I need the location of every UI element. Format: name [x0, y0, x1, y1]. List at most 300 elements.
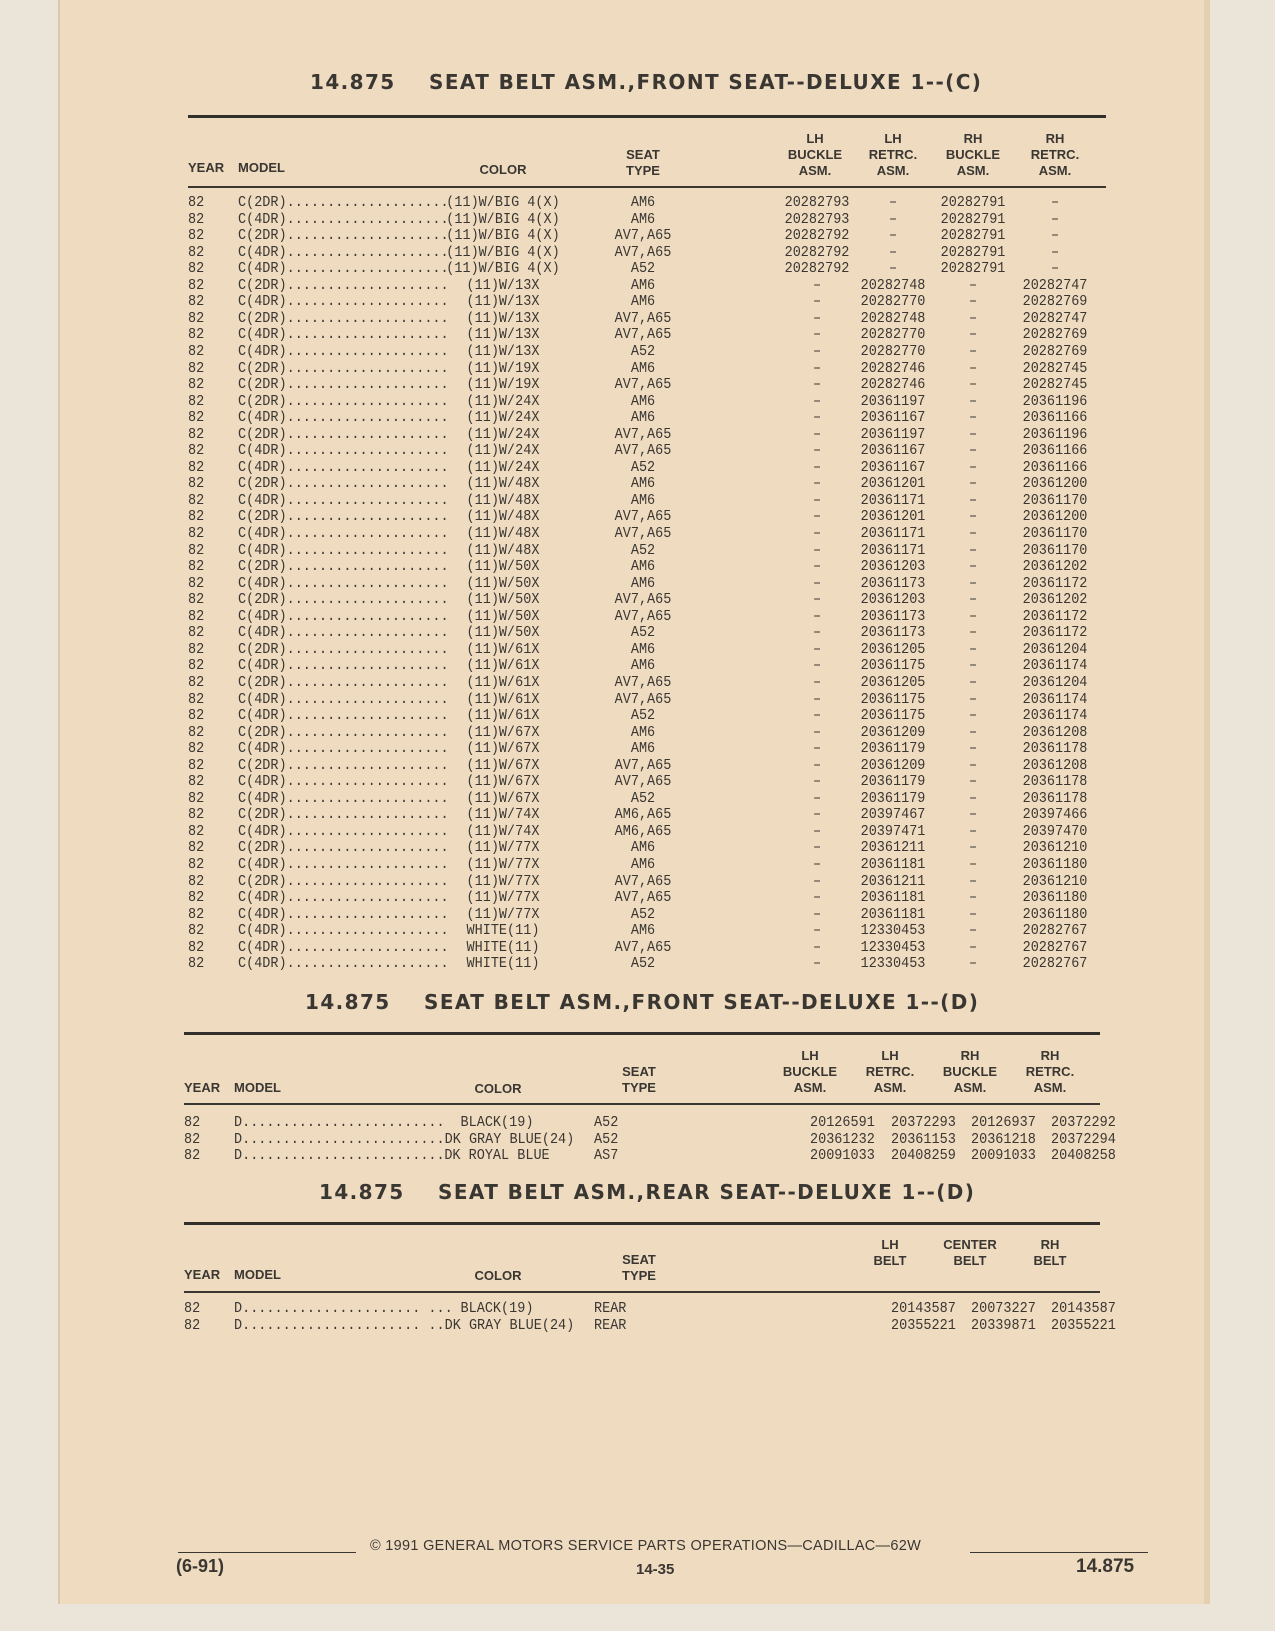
- cell-rh-retrc: –: [1050, 195, 1060, 212]
- cell-rh-belt: 20143587: [1051, 1301, 1116, 1318]
- cell-model: C(4DR)....................: [238, 791, 449, 808]
- cell-lh-retrc: 20282770: [860, 344, 926, 361]
- cell-model: D...................... ..DK GRAY BLUE(24): [234, 1318, 575, 1334]
- cell-rh-buckle: –: [968, 509, 978, 526]
- cell-model: C(4DR)....................: [238, 443, 449, 460]
- section-d-rear-header-rule: [184, 1291, 1100, 1293]
- cell-color: (11)W/24X: [466, 427, 540, 444]
- cell-rh-retrc: 20361166: [1022, 443, 1088, 460]
- cell-lh-buckle: –: [812, 344, 822, 361]
- cell-color: (11)W/13X: [466, 294, 540, 311]
- cell-lh-buckle: –: [812, 394, 822, 411]
- cell-model: C(4DR)....................: [238, 940, 449, 957]
- table-row: [58, 262, 1210, 279]
- cell-rh-buckle: –: [968, 824, 978, 841]
- header-rh-retrc: RH RETRC. ASM.: [1025, 1048, 1075, 1095]
- header-year: YEAR: [188, 160, 225, 175]
- cell-lh-buckle: –: [812, 741, 822, 758]
- header-rh-belt: RH BELT: [1033, 1237, 1067, 1268]
- table-row: [58, 378, 1210, 395]
- section-d-rear-title: 14.875 SEAT BELT ASM.,REAR SEAT--DELUXE 1--(D): [319, 1180, 976, 1204]
- table-row: [58, 411, 1210, 428]
- cell-lh-retrc: 20361203: [860, 559, 926, 576]
- cell-lh-buckle: 20282793: [784, 195, 850, 212]
- cell-year: 82: [184, 1301, 201, 1318]
- cell-model: C(4DR)....................: [238, 261, 449, 278]
- cell-seat-type: AV7,A65: [614, 774, 672, 791]
- cell-rh-buckle: 20282791: [940, 261, 1006, 278]
- cell-lh-buckle: –: [812, 758, 822, 775]
- cell-seat-type: AM6: [630, 840, 656, 857]
- cell-seat-type: REAR: [594, 1301, 627, 1318]
- table-row: [58, 609, 1210, 626]
- cell-color: (11)W/BIG 4(X): [446, 245, 560, 262]
- cell-lh-buckle: –: [812, 774, 822, 791]
- cell-model: C(2DR)....................: [238, 377, 449, 394]
- cell-lh-retrc: 20361173: [860, 625, 926, 642]
- cell-rh-retrc: 20361208: [1022, 725, 1088, 742]
- cell-lh-buckle: –: [812, 890, 822, 907]
- section-d-front-top-rule: [184, 1032, 1100, 1035]
- cell-year: 82: [188, 278, 205, 295]
- cell-color: (11)W/77X: [466, 857, 540, 874]
- cell-model: C(2DR)....................: [238, 195, 449, 212]
- cell-seat-type: AV7,A65: [614, 377, 672, 394]
- cell-rh-retrc: 20408258: [1051, 1148, 1116, 1165]
- cell-lh-buckle: –: [812, 791, 822, 808]
- cell-color: (11)W/77X: [466, 874, 540, 890]
- cell-color: (11)W/13X: [466, 344, 540, 361]
- catalog-page: [58, 0, 1210, 1604]
- cell-model: C(2DR)....................: [238, 675, 449, 692]
- cell-seat-type: AV7,A65: [614, 675, 672, 692]
- table-row: [58, 196, 1210, 213]
- cell-lh-buckle: –: [812, 377, 822, 394]
- cell-model: C(2DR)....................: [238, 361, 449, 377]
- table-row: [58, 824, 1210, 841]
- cell-model: C(2DR)....................: [238, 476, 449, 493]
- table-row: [58, 328, 1210, 345]
- cell-model: C(4DR)....................: [238, 741, 449, 758]
- header-model: MODEL: [234, 1080, 281, 1095]
- cell-lh-buckle: –: [812, 526, 822, 543]
- table-row: [58, 775, 1210, 792]
- cell-seat-type: AV7,A65: [614, 890, 672, 907]
- cell-rh-buckle: –: [968, 427, 978, 444]
- cell-rh-retrc: 20282769: [1022, 327, 1088, 344]
- cell-model: C(2DR)....................: [238, 559, 449, 576]
- cell-model: C(4DR)....................: [238, 609, 449, 626]
- table-row: [58, 1132, 1210, 1149]
- cell-model: D.........................: [234, 1115, 445, 1132]
- cell-rh-buckle: –: [968, 361, 978, 377]
- cell-model: D.........................DK GRAY BLUE(24): [234, 1132, 575, 1148]
- cell-lh-retrc: 20361179: [860, 741, 926, 758]
- cell-seat-type: AV7,A65: [614, 311, 672, 328]
- cell-color: (11)W/61X: [466, 708, 540, 725]
- cell-rh-buckle: –: [968, 294, 978, 311]
- table-row: [58, 543, 1210, 560]
- section-d-front-title: 14.875 SEAT BELT ASM.,FRONT SEAT--DELUXE 1--(D): [305, 990, 980, 1014]
- cell-color: (11)W/BIG 4(X): [446, 228, 560, 245]
- cell-lh-buckle: –: [812, 658, 822, 675]
- cell-lh-buckle: –: [812, 956, 822, 973]
- cell-year: 82: [184, 1318, 201, 1334]
- cell-rh-buckle: –: [968, 592, 978, 609]
- cell-model: C(2DR)....................: [238, 725, 449, 742]
- cell-rh-retrc: 20372292: [1051, 1115, 1116, 1132]
- cell-year: 82: [184, 1148, 201, 1165]
- cell-year: 82: [188, 592, 205, 609]
- cell-year: 82: [188, 212, 205, 228]
- cell-color: (11)W/24X: [466, 443, 540, 460]
- cell-year: 82: [188, 741, 205, 758]
- cell-model: C(2DR)....................: [238, 278, 449, 295]
- cell-rh-retrc: 20361202: [1022, 592, 1088, 609]
- cell-year: 82: [188, 907, 205, 924]
- cell-rh-buckle: –: [968, 692, 978, 708]
- cell-lh-buckle: –: [812, 559, 822, 576]
- cell-year: 82: [188, 874, 205, 890]
- footer-section-number: 14.875: [1076, 1556, 1135, 1577]
- cell-seat-type: AS7: [594, 1148, 619, 1165]
- cell-lh-retrc: 20361153: [891, 1132, 956, 1148]
- cell-color: WHITE(11): [466, 956, 540, 973]
- cell-lh-retrc: 20361173: [860, 576, 926, 593]
- table-row: [58, 229, 1210, 246]
- cell-lh-retrc: 20282746: [860, 361, 926, 377]
- cell-rh-retrc: 20361174: [1022, 692, 1088, 708]
- cell-rh-buckle: –: [968, 559, 978, 576]
- table-row: [58, 742, 1210, 759]
- cell-seat-type: AV7,A65: [614, 443, 672, 460]
- cell-color: BLACK(19): [460, 1115, 534, 1132]
- cell-rh-retrc: 20361174: [1022, 658, 1088, 675]
- cell-seat-type: A52: [630, 344, 656, 361]
- cell-rh-buckle: –: [968, 609, 978, 626]
- cell-model: C(2DR)....................: [238, 228, 449, 245]
- cell-lh-retrc: 20361175: [860, 658, 926, 675]
- header-year: YEAR: [184, 1267, 221, 1282]
- cell-color: DK ROYAL BLUE: [444, 1148, 550, 1165]
- cell-model: C(4DR)....................: [238, 907, 449, 924]
- cell-rh-retrc: 20282767: [1022, 956, 1088, 973]
- table-row: [58, 593, 1210, 610]
- cell-model: C(4DR)....................: [238, 857, 449, 874]
- cell-seat-type: AM6: [630, 476, 656, 493]
- header-lh-belt: LH BELT: [873, 1237, 907, 1268]
- table-row: [58, 311, 1210, 328]
- cell-model: C(4DR)....................: [238, 708, 449, 725]
- table-row: [58, 1116, 1210, 1133]
- cell-rh-buckle: –: [968, 956, 978, 973]
- cell-rh-belt: 20355221: [1051, 1318, 1116, 1334]
- cell-year: 82: [188, 708, 205, 725]
- section-c-title: 14.875 SEAT BELT ASM.,FRONT SEAT--DELUXE 1--(C): [310, 70, 983, 94]
- cell-seat-type: AV7,A65: [614, 874, 672, 890]
- cell-lh-buckle: –: [812, 427, 822, 444]
- cell-year: 82: [188, 758, 205, 775]
- cell-lh-retrc: 20282770: [860, 327, 926, 344]
- cell-rh-buckle: –: [968, 327, 978, 344]
- cell-year: 82: [188, 311, 205, 328]
- cell-lh-buckle: –: [812, 294, 822, 311]
- cell-lh-retrc: –: [888, 261, 898, 278]
- cell-model: C(4DR)....................: [238, 956, 449, 973]
- cell-year: 82: [188, 361, 205, 377]
- cell-model: D.........................: [234, 1148, 445, 1165]
- cell-lh-retrc: 20361201: [860, 509, 926, 526]
- cell-seat-type: A52: [630, 261, 656, 278]
- cell-rh-retrc: –: [1050, 212, 1060, 228]
- cell-rh-buckle: –: [968, 543, 978, 559]
- header-model: MODEL: [234, 1267, 281, 1282]
- cell-seat-type: AV7,A65: [614, 526, 672, 543]
- cell-year: 82: [188, 625, 205, 642]
- cell-model: C(4DR)....................: [238, 692, 449, 708]
- cell-year: 82: [188, 245, 205, 262]
- cell-model: C(4DR)....................: [238, 327, 449, 344]
- cell-year: 82: [188, 526, 205, 543]
- cell-color: (11)W/77X: [466, 890, 540, 907]
- cell-color: WHITE(11): [466, 923, 540, 940]
- cell-seat-type: AV7,A65: [614, 509, 672, 526]
- cell-year: 82: [188, 460, 205, 477]
- cell-lh-retrc: 20361211: [860, 840, 926, 857]
- cell-rh-retrc: 20361208: [1022, 758, 1088, 775]
- header-year: YEAR: [184, 1080, 221, 1095]
- cell-lh-buckle: –: [812, 708, 822, 725]
- cell-lh-retrc: 20361205: [860, 642, 926, 659]
- cell-rh-retrc: 20361166: [1022, 410, 1088, 427]
- cell-lh-buckle: –: [812, 807, 822, 824]
- cell-color: (11)W/50X: [466, 625, 540, 642]
- cell-lh-retrc: 20282746: [860, 377, 926, 394]
- cell-rh-buckle: –: [968, 725, 978, 742]
- cell-seat-type: AM6: [630, 658, 656, 675]
- cell-lh-retrc: 20361167: [860, 410, 926, 427]
- cell-color: (11)W/61X: [466, 642, 540, 659]
- cell-year: 82: [188, 642, 205, 659]
- cell-lh-buckle: –: [812, 410, 822, 427]
- cell-rh-retrc: 20282767: [1022, 923, 1088, 940]
- cell-lh-buckle: 20282793: [784, 212, 850, 228]
- section-d-front-header-rule: [184, 1103, 1100, 1105]
- cell-color: (11)W/24X: [466, 460, 540, 477]
- cell-year: 82: [188, 675, 205, 692]
- cell-lh-buckle: –: [812, 460, 822, 477]
- header-rh-buckle: RH BUCKLE ASM.: [945, 131, 1001, 178]
- cell-rh-buckle: –: [968, 278, 978, 295]
- table-row: [58, 642, 1210, 659]
- cell-lh-buckle: –: [812, 642, 822, 659]
- header-rh-retrc: RH RETRC. ASM.: [1030, 131, 1080, 178]
- section-c-header-rule: [188, 186, 1106, 188]
- cell-lh-retrc: 20361197: [860, 394, 926, 411]
- cell-rh-retrc: 20361210: [1022, 840, 1088, 857]
- cell-rh-buckle: –: [968, 940, 978, 957]
- cell-lh-retrc: 20361171: [860, 526, 926, 543]
- cell-seat-type: AM6: [630, 857, 656, 874]
- cell-year: 82: [188, 609, 205, 626]
- cell-lh-buckle: –: [812, 278, 822, 295]
- cell-year: 82: [184, 1115, 201, 1132]
- table-row: [58, 709, 1210, 726]
- cell-rh-retrc: 20361166: [1022, 460, 1088, 477]
- cell-color: (11)W/77X: [466, 907, 540, 924]
- cell-color: (11)W/BIG 4(X): [446, 212, 560, 228]
- cell-year: 82: [188, 327, 205, 344]
- cell-color: (11)W/BIG 4(X): [446, 261, 560, 278]
- table-row: [58, 344, 1210, 361]
- cell-seat-type: AM6: [630, 576, 656, 593]
- cell-lh-retrc: 20361205: [860, 675, 926, 692]
- cell-year: 82: [188, 195, 205, 212]
- cell-lh-retrc: 20372293: [891, 1115, 956, 1132]
- cell-year: 82: [188, 294, 205, 311]
- cell-lh-retrc: 20361179: [860, 774, 926, 791]
- table-row: [58, 1149, 1210, 1166]
- cell-rh-buckle: –: [968, 741, 978, 758]
- cell-color: (11)W/BIG 4(X): [446, 195, 560, 212]
- cell-seat-type: AM6: [630, 294, 656, 311]
- cell-lh-belt: 20143587: [891, 1301, 956, 1318]
- cell-rh-buckle: –: [968, 758, 978, 775]
- cell-lh-buckle: –: [812, 576, 822, 593]
- cell-rh-buckle: –: [968, 410, 978, 427]
- cell-year: 82: [188, 840, 205, 857]
- cell-color: (11)W/13X: [466, 278, 540, 295]
- cell-model: C(4DR)....................: [238, 526, 449, 543]
- cell-seat-type: AV7,A65: [614, 427, 672, 444]
- cell-lh-buckle: –: [812, 840, 822, 857]
- cell-model: C(4DR)....................: [238, 774, 449, 791]
- cell-rh-buckle: –: [968, 774, 978, 791]
- cell-lh-buckle: –: [812, 493, 822, 510]
- cell-color: (11)W/50X: [466, 592, 540, 609]
- cell-seat-type: AM6: [630, 410, 656, 427]
- table-row: [58, 245, 1210, 262]
- cell-lh-buckle: 20091033: [810, 1148, 875, 1165]
- cell-model: C(4DR)....................: [238, 824, 449, 841]
- cell-color: (11)W/24X: [466, 394, 540, 411]
- cell-year: 82: [188, 658, 205, 675]
- cell-rh-retrc: 20361210: [1022, 874, 1088, 890]
- cell-rh-buckle: –: [968, 460, 978, 477]
- cell-year: 82: [188, 857, 205, 874]
- cell-color: (11)W/50X: [466, 609, 540, 626]
- cell-lh-buckle: –: [812, 824, 822, 841]
- cell-lh-retrc: 20282770: [860, 294, 926, 311]
- cell-year: 82: [188, 427, 205, 444]
- cell-year: 82: [188, 890, 205, 907]
- table-row: [58, 444, 1210, 461]
- cell-year: 82: [188, 791, 205, 808]
- cell-rh-retrc: –: [1050, 245, 1060, 262]
- cell-year: 82: [188, 543, 205, 559]
- cell-rh-buckle: –: [968, 625, 978, 642]
- cell-seat-type: AM6: [630, 559, 656, 576]
- cell-rh-retrc: 20361170: [1022, 493, 1088, 510]
- cell-rh-buckle: –: [968, 791, 978, 808]
- cell-rh-retrc: 20361180: [1022, 890, 1088, 907]
- cell-model: C(2DR)....................: [238, 840, 449, 857]
- cell-lh-retrc: 20361211: [860, 874, 926, 890]
- cell-rh-buckle: 20282791: [940, 245, 1006, 262]
- cell-lh-buckle: –: [812, 675, 822, 692]
- cell-lh-retrc: 20361167: [860, 443, 926, 460]
- cell-rh-buckle: 20282791: [940, 195, 1006, 212]
- cell-model: C(2DR)....................: [238, 311, 449, 328]
- cell-model: C(2DR)....................: [238, 807, 449, 824]
- cell-rh-retrc: 20361170: [1022, 526, 1088, 543]
- cell-rh-retrc: 20361172: [1022, 609, 1088, 626]
- cell-rh-buckle: –: [968, 377, 978, 394]
- cell-rh-buckle: 20091033: [971, 1148, 1036, 1165]
- cell-seat-type: AM6: [630, 278, 656, 295]
- table-row: [58, 394, 1210, 411]
- section-c-top-rule: [188, 115, 1106, 118]
- cell-rh-buckle: 20126937: [971, 1115, 1036, 1132]
- cell-rh-retrc: 20361178: [1022, 741, 1088, 758]
- cell-rh-retrc: 20372294: [1051, 1132, 1116, 1148]
- cell-color: BLACK(19): [460, 1301, 534, 1318]
- cell-model: C(2DR)....................: [238, 592, 449, 609]
- cell-rh-buckle: –: [968, 658, 978, 675]
- cell-rh-retrc: 20282769: [1022, 294, 1088, 311]
- cell-year: 82: [188, 509, 205, 526]
- cell-seat-type: AV7,A65: [614, 327, 672, 344]
- header-lh-retrc: LH RETRC. ASM.: [865, 1048, 915, 1095]
- cell-rh-buckle: 20282791: [940, 228, 1006, 245]
- cell-lh-buckle: –: [812, 543, 822, 559]
- cell-rh-retrc: 20361172: [1022, 625, 1088, 642]
- cell-rh-buckle: –: [968, 807, 978, 824]
- cell-seat-type: AM6: [630, 394, 656, 411]
- cell-color: (11)W/74X: [466, 807, 540, 824]
- footer-date-code: (6-91): [176, 1556, 225, 1576]
- cell-model: C(4DR)....................: [238, 344, 449, 361]
- cell-lh-buckle: –: [812, 327, 822, 344]
- cell-lh-buckle: –: [812, 609, 822, 626]
- cell-seat-type: AM6: [630, 493, 656, 510]
- cell-color: (11)W/67X: [466, 741, 540, 758]
- cell-rh-retrc: 20361196: [1022, 394, 1088, 411]
- table-row: [58, 940, 1210, 957]
- cell-seat-type: A52: [594, 1132, 619, 1148]
- cell-model: C(2DR)....................: [238, 874, 449, 890]
- cell-rh-buckle: –: [968, 840, 978, 857]
- table-row: [58, 891, 1210, 908]
- cell-rh-retrc: 20282747: [1022, 278, 1088, 295]
- cell-lh-buckle: –: [812, 857, 822, 874]
- cell-model: C(4DR)....................: [238, 543, 449, 559]
- cell-color: (11)W/48X: [466, 543, 540, 559]
- cell-lh-retrc: 20282748: [860, 311, 926, 328]
- cell-rh-retrc: 20361178: [1022, 774, 1088, 791]
- cell-seat-type: A52: [630, 907, 656, 924]
- cell-year: 82: [188, 443, 205, 460]
- cell-rh-retrc: 20361196: [1022, 427, 1088, 444]
- cell-center-belt: 20073227: [971, 1301, 1036, 1318]
- cell-seat-type: AV7,A65: [614, 609, 672, 626]
- cell-lh-retrc: –: [888, 245, 898, 262]
- cell-year: 82: [188, 261, 205, 278]
- cell-year: 82: [188, 774, 205, 791]
- cell-seat-type: AV7,A65: [614, 758, 672, 775]
- cell-seat-type: AM6: [630, 642, 656, 659]
- cell-seat-type: AV7,A65: [614, 940, 672, 957]
